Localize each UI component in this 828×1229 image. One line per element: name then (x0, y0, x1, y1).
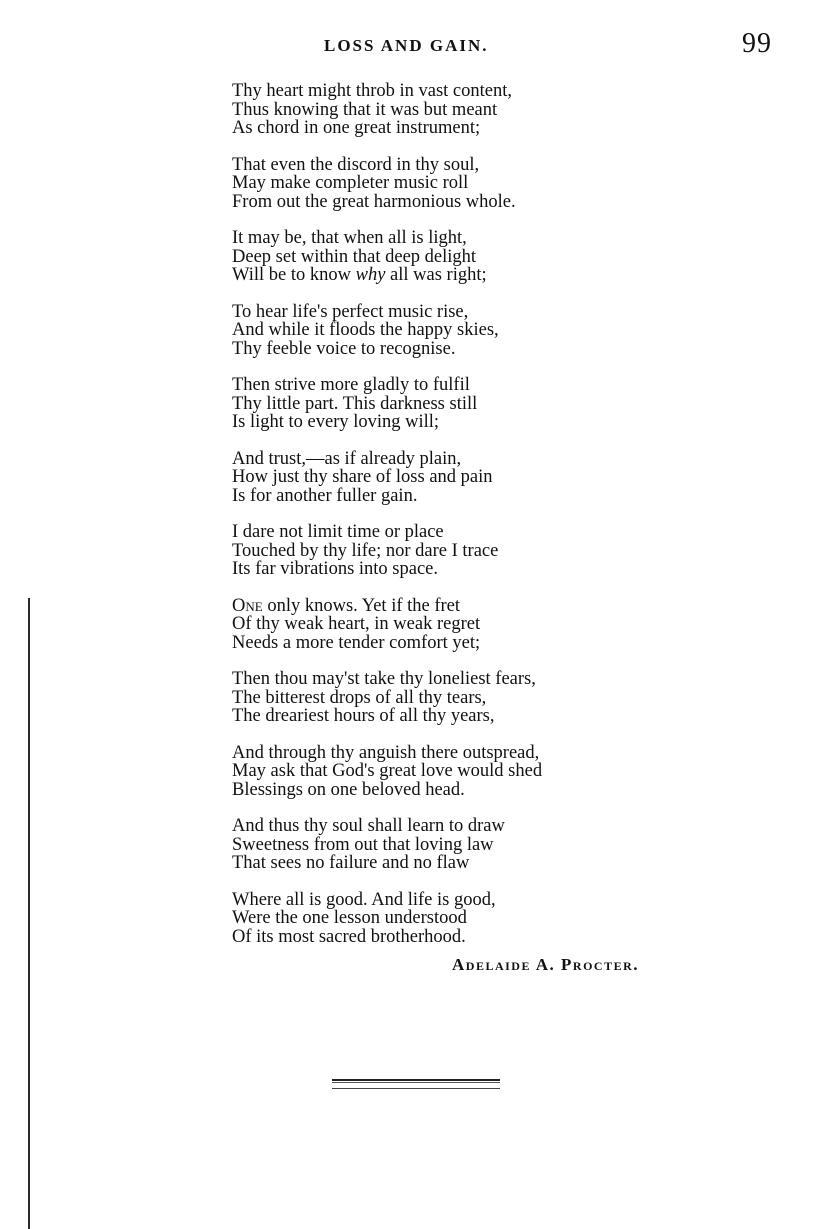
poem-line: The dreariest hours of all thy years, (232, 706, 495, 726)
stanza-3 (232, 229, 652, 285)
stanza-8 (232, 597, 652, 653)
poem-line: Thy feeble voice to recognise. (232, 338, 456, 359)
stanza-1 (232, 82, 652, 138)
poem-line: Is for another fuller gain. (232, 485, 418, 506)
poem-line: Blessings on one beloved head. (232, 779, 465, 800)
poem-line: Thy little part. This darkness still (232, 393, 478, 414)
poem-line: I dare not limit time or place (232, 522, 444, 542)
poem-line: Needs a more tender comfort yet; (232, 632, 481, 653)
poem-line: Thus knowing that it was but meant (232, 99, 498, 120)
running-title: LOSS AND GAIN. (324, 36, 489, 55)
poem-line: Of thy weak heart, in weak regret (232, 614, 481, 634)
poem-line: Is light to every loving will; (232, 412, 440, 432)
poem-line: Where all is good. And life is good, (232, 889, 496, 910)
stanza-4 (232, 303, 652, 359)
poem-line: And thus thy soul shall learn to draw (232, 816, 505, 836)
end-rule-divider-inner (332, 1082, 500, 1083)
poem-line: May make completer music roll (232, 173, 469, 193)
poem-line: Its far vibrations into space. (232, 559, 439, 579)
poem-line: Thy heart might throb in vast content, (232, 81, 513, 101)
poem-line: Then thou may'st take thy loneliest fears, (232, 669, 536, 689)
poem-line: And while it floods the happy skies, (232, 320, 499, 340)
end-rule-divider (332, 1079, 500, 1089)
poem-line: The bitterest drops of all thy tears, (232, 687, 487, 708)
poem-line: From out the great harmonious whole. (232, 191, 516, 212)
poem-line: It may be, that when all is light, (232, 228, 467, 248)
poem-line: Touched by thy life; nor dare I trace (232, 540, 499, 561)
poem-line: Sweetness from out that loving law (232, 834, 494, 855)
poem-line: As chord in one great instrument; (232, 118, 481, 138)
poem-line: One only knows. Yet if the fret (232, 595, 461, 616)
poem-line: That sees no failure and no flaw (232, 853, 470, 873)
poem-line: How just thy share of loss and pain (232, 467, 493, 487)
poem-line: And trust,—as if already plain, (232, 448, 462, 469)
stanza-6 (232, 450, 652, 506)
poem-line: Will be to know why all was right; (232, 265, 487, 285)
poem-line: To hear life's perfect music rise, (232, 301, 469, 322)
stanza-12 (232, 891, 652, 947)
page-number: 99 (742, 28, 772, 59)
poem-line: Were the one lesson understood (232, 908, 467, 928)
poem (232, 82, 652, 964)
stanza-10 (232, 744, 652, 800)
poem-line: That even the discord in thy soul, (232, 154, 480, 175)
poem-line: Then strive more gladly to fulfil (232, 375, 470, 395)
poem-line: May ask that God's great love would shed (232, 761, 543, 781)
poem-line: And through thy anguish there outspread, (232, 742, 540, 763)
stanza-5 (232, 376, 652, 432)
poem-line: Of its most sacred brotherhood. (232, 926, 466, 947)
stanza-2 (232, 156, 652, 212)
poem-line: Deep set within that deep delight (232, 246, 477, 267)
page-edge-line (28, 598, 30, 1229)
stanza-9 (232, 670, 652, 726)
stanza-7 (232, 523, 652, 579)
author-signature: Adelaide A. Procter. (452, 955, 640, 974)
stanza-11 (232, 817, 652, 873)
